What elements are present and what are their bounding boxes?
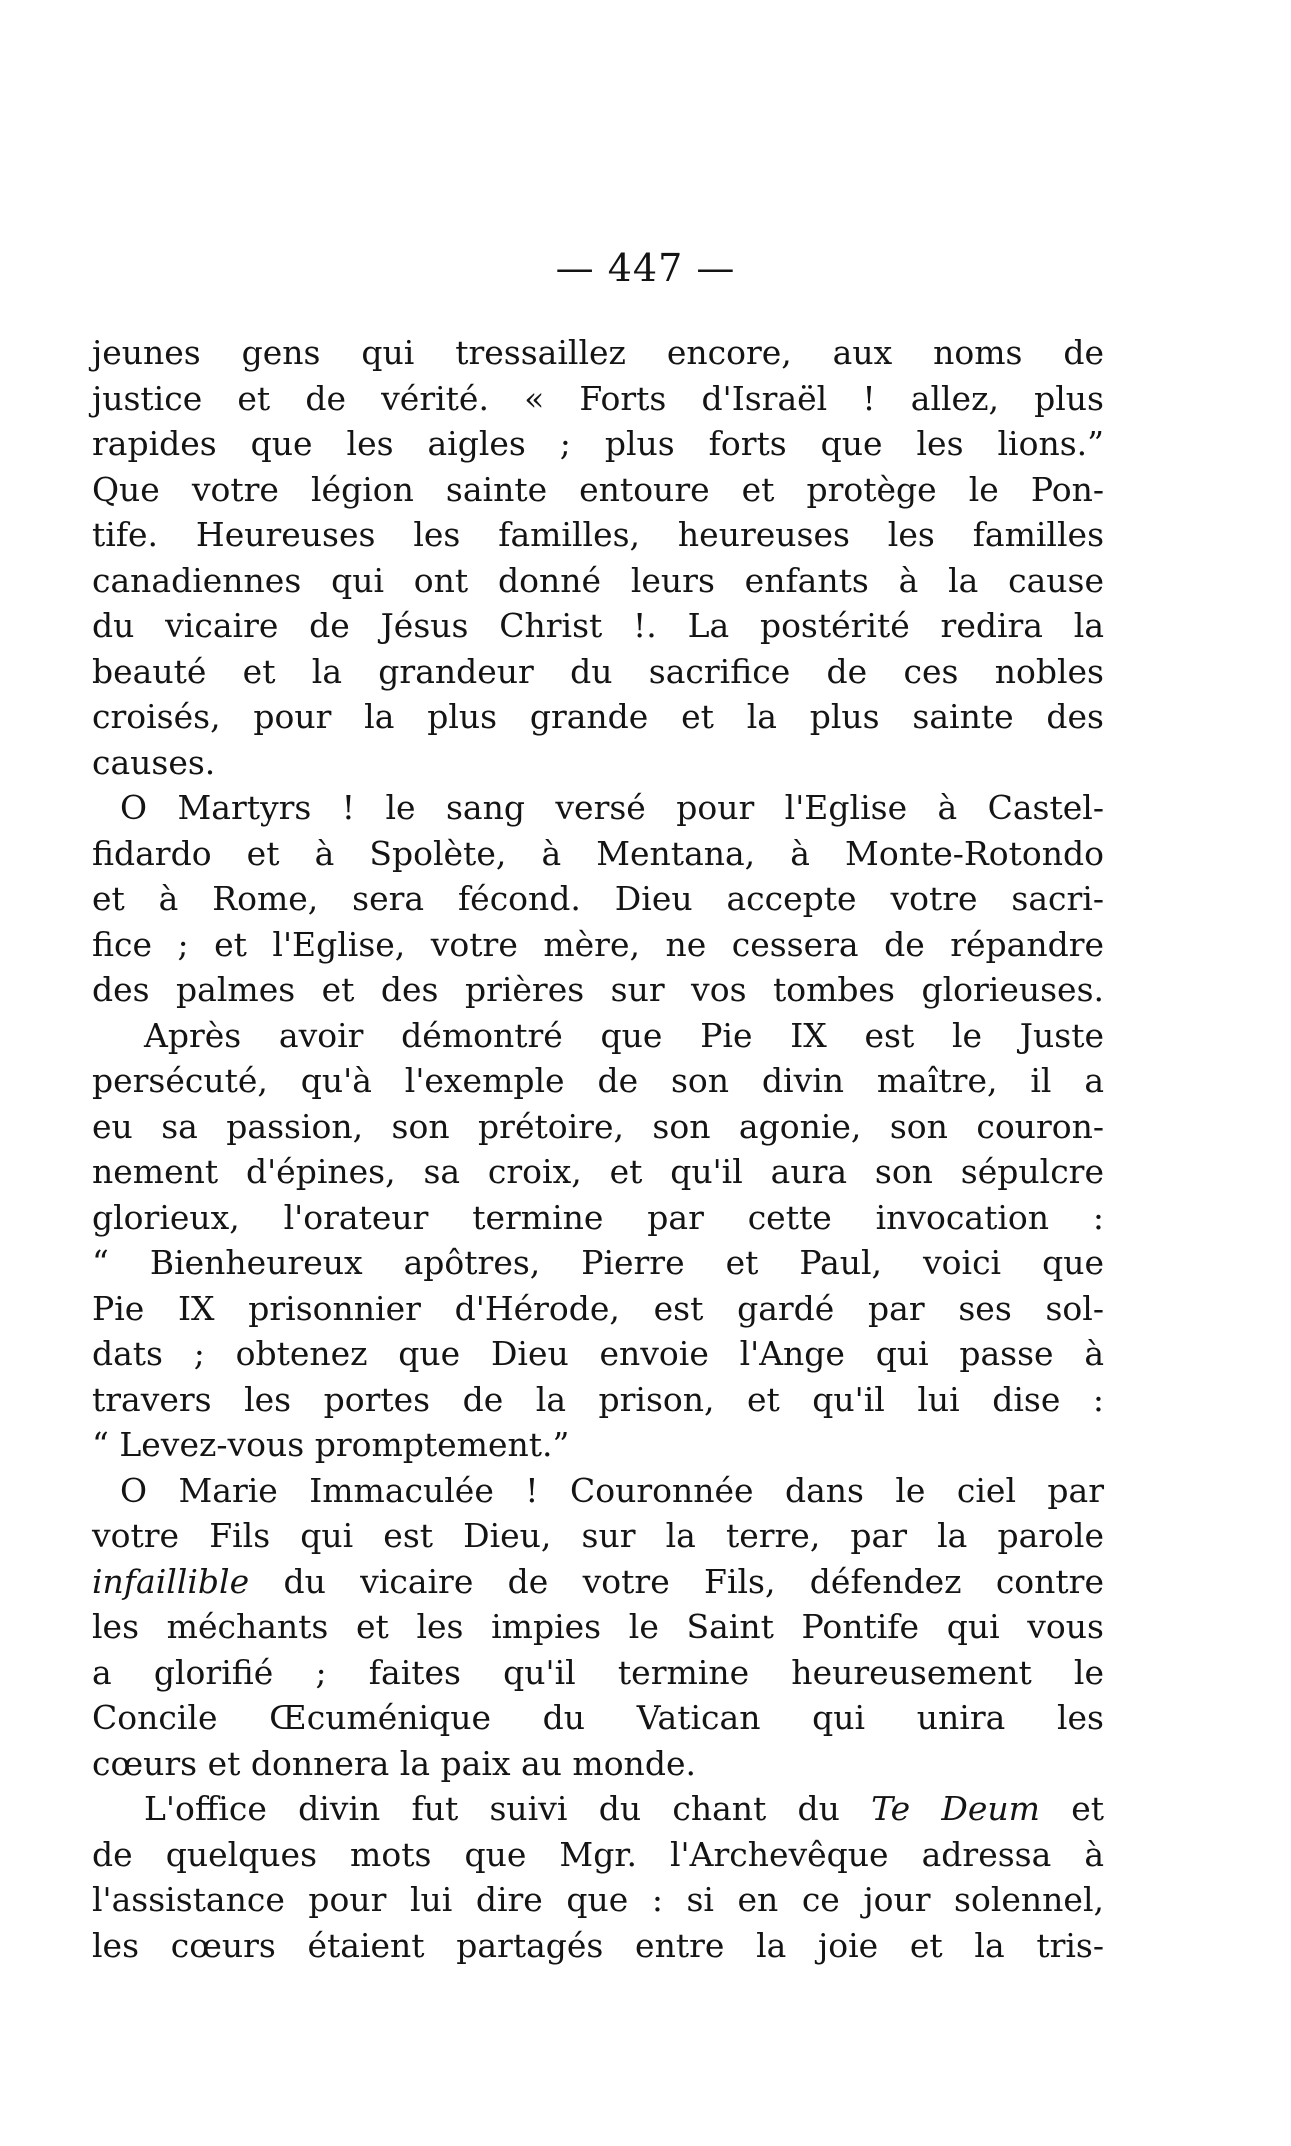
text-line: infaillible du vicaire de votre Fils, défendez contre [92, 1561, 1104, 1601]
text-line: Après avoir démontré que Pie IX est le Juste [144, 1015, 1104, 1055]
text-line: glorieux, l'orateur termine par cette invocation : [92, 1197, 1104, 1237]
text-line: dats ; obtenez que Dieu envoie l'Ange qui passe à [92, 1334, 1104, 1373]
text-line: tife. Heureuses les familles, heureuses les familles [92, 515, 1104, 554]
text-line: L'office divin fut suivi du chant du Te Deum et [144, 1789, 1104, 1828]
text-line: les méchants et les impies le Saint Pontife qui vous [92, 1607, 1104, 1646]
text-line: votre Fils qui est Dieu, sur la terre, par la parole [92, 1516, 1104, 1555]
text-line: persécuté, qu'à l'exemple de son divin maître, il a [92, 1061, 1104, 1100]
text-line: croisés, pour la plus grande et la plus sainte des [92, 697, 1104, 736]
text-line: fice ; et l'Eglise, votre mère, ne cessera de répandre [92, 924, 1104, 964]
text-line: et à Rome, sera fécond. Dieu accepte votre sacri- [92, 879, 1104, 918]
text-line: Concile Œcuménique du Vatican qui unira les [92, 1698, 1104, 1737]
text-line: cœurs et donnera la paix au monde. [92, 1743, 696, 1783]
text-line: travers les portes de la prison, et qu'il lui dise : [92, 1379, 1104, 1419]
text-line: rapides que les aigles ; plus forts que les lions.” [92, 424, 1104, 463]
text-line: fidardo et à Spolète, à Mentana, à Monte-Rotondo [92, 833, 1104, 873]
page-number: — 447 — [555, 246, 736, 290]
text-line: a glorifié ; faites qu'il termine heureusement le [92, 1652, 1104, 1692]
text-line: nement d'épines, sa croix, et qu'il aura son sépulcre [92, 1152, 1104, 1191]
text-line: les cœurs étaient partagés entre la joie et la tris- [92, 1925, 1104, 1965]
text-line: l'assistance pour lui dire que : si en ce jour solennel, [92, 1880, 1104, 1919]
text-line: Que votre légion sainte entoure et protège le Pon- [92, 469, 1104, 509]
text-line: “ Levez-vous promptement.” [92, 1425, 570, 1464]
text-line: causes. [92, 742, 216, 782]
text-line: beauté et la grandeur du sacrifice de ces nobles [92, 651, 1104, 691]
body-text [92, 330, 1104, 1968]
text-line: du vicaire de Jésus Christ !. La postérité redira la [92, 606, 1104, 645]
text-line: O Martyrs ! le sang versé pour l'Eglise à Castel- [120, 788, 1104, 827]
text-line: jeunes gens qui tressaillez encore, aux noms de [92, 333, 1104, 372]
text-line: eu sa passion, son prétoire, son agonie, son couron- [92, 1106, 1104, 1146]
italic-phrase: infaillible [92, 1561, 250, 1601]
text-line: des palmes et des prières sur vos tombes glorieuses. [92, 970, 1104, 1009]
text-line: “ Bienheureux apôtres, Pierre et Paul, voici que [92, 1243, 1104, 1282]
text-line: O Marie Immaculée ! Couronnée dans le ciel par [120, 1470, 1104, 1510]
text-line: canadiennes qui ont donné leurs enfants à la cause [92, 560, 1104, 600]
text-line: justice et de vérité. « Forts d'Israël ! allez, plus [92, 378, 1104, 418]
italic-phrase: Te Deum [871, 1789, 1040, 1828]
text-line: Pie IX prisonnier d'Hérode, est gardé par ses sol- [92, 1288, 1104, 1328]
text-line: de quelques mots que Mgr. l'Archevêque adressa à [92, 1834, 1104, 1874]
